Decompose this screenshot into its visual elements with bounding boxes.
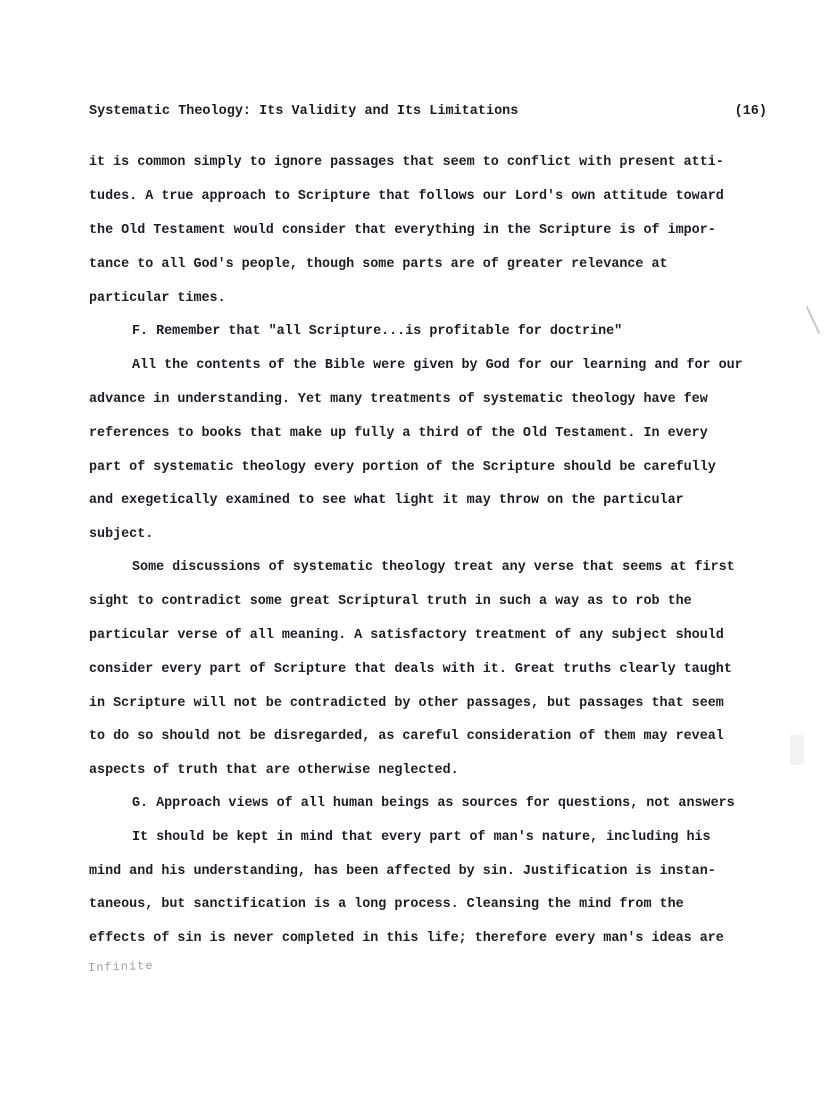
text-line: part of systematic theology every portion of the Scripture should be carefully xyxy=(89,460,716,475)
text-line: mind and his understanding, has been affected by sin. Justification is instan- xyxy=(89,864,716,879)
text-line: particular times. xyxy=(89,291,226,306)
text-line: effects of sin is never completed in this life; therefore every man's ideas are xyxy=(89,931,724,946)
text-line: All the contents of the Bible were given by God for our learning and for our xyxy=(132,358,743,373)
text-line: subject. xyxy=(89,527,154,542)
page-title: Systematic Theology: Its Validity and Its Limitations xyxy=(89,104,519,119)
text-line: It should be kept in mind that every part of man's nature, including his xyxy=(132,830,711,845)
text-line: to do so should not be disregarded, as careful consideration of them may reveal xyxy=(89,729,724,744)
text-line: sight to contradict some great Scriptural truth in such a way as to rob the xyxy=(89,594,692,609)
text-line: tudes. A true approach to Scripture that follows our Lord's own attitude toward xyxy=(89,189,724,204)
text-line: aspects of truth that are otherwise neglected. xyxy=(89,763,459,778)
faded-stamp: Infinite xyxy=(87,958,154,976)
text-line: in Scripture will not be contradicted by other passages, but passages that seem xyxy=(89,696,724,711)
text-line: advance in understanding. Yet many treatments of systematic theology have few xyxy=(89,392,708,407)
text-line: Some discussions of systematic theology treat any verse that seems at first xyxy=(132,560,735,575)
text-line: tance to all God's people, though some parts are of greater relevance at xyxy=(89,257,668,272)
scan-smudge xyxy=(790,735,804,765)
page-header xyxy=(89,104,767,124)
scan-mark xyxy=(806,306,820,334)
page-number: (16) xyxy=(734,104,767,119)
text-line: the Old Testament would consider that everything in the Scripture is of impor- xyxy=(89,223,716,238)
text-line: it is common simply to ignore passages that seem to conflict with present atti- xyxy=(89,155,724,170)
text-line: consider every part of Scripture that deals with it. Great truths clearly taught xyxy=(89,662,732,677)
text-line: particular verse of all meaning. A satisfactory treatment of any subject should xyxy=(89,628,724,643)
section-heading-f: F. Remember that "all Scripture...is profitable for doctrine" xyxy=(132,324,623,339)
text-line: and exegetically examined to see what light it may throw on the particular xyxy=(89,493,684,508)
text-line: taneous, but sanctification is a long process. Cleansing the mind from the xyxy=(89,897,684,912)
text-line: references to books that make up fully a third of the Old Testament. In every xyxy=(89,426,708,441)
section-heading-g: G. Approach views of all human beings as sources for questions, not answers xyxy=(132,796,735,811)
